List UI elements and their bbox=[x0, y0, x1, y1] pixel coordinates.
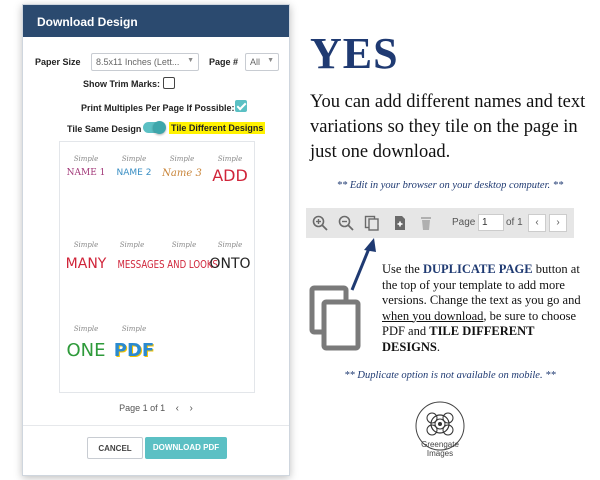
tile-word: ADD bbox=[212, 166, 248, 185]
tile-signature: Simple bbox=[73, 325, 99, 333]
paper-size-value: 8.5x11 Inches (Lett... bbox=[96, 57, 180, 67]
page-number-select[interactable] bbox=[245, 53, 279, 71]
prev-page-button[interactable]: ‹ bbox=[528, 214, 546, 232]
instructions-part-4: . bbox=[436, 339, 441, 354]
trim-marks-label: Show Trim Marks: bbox=[83, 79, 161, 89]
tile-word: NAME 1 bbox=[66, 168, 106, 178]
page-number-value: All bbox=[250, 57, 261, 67]
next-page-button[interactable]: › bbox=[549, 214, 567, 232]
zoom-in-icon[interactable] bbox=[312, 215, 328, 231]
mobile-note: ** Duplicate option is not available on mobile. ** bbox=[344, 370, 556, 381]
intro-text: You can add different names and text variations so they tile on the page in just one download. bbox=[310, 92, 586, 162]
delete-icon[interactable] bbox=[418, 215, 434, 231]
print-multiples-checkbox[interactable] bbox=[235, 100, 247, 112]
desktop-note: ** Edit in your browser on your desktop computer. ** bbox=[336, 180, 564, 191]
tile-word-and-looks: AND LOOKS bbox=[167, 258, 218, 271]
dialog-title: Download Design bbox=[23, 5, 289, 37]
tile-signature: Simple bbox=[121, 155, 147, 163]
print-multiples-label: Print Multiples Per Page If Possible: bbox=[81, 103, 235, 113]
page-input[interactable]: 1 bbox=[478, 214, 504, 231]
tile-different-highlight: TILE DIFFERENT DESIGNS bbox=[382, 324, 535, 354]
tile-signature: Simple bbox=[119, 241, 145, 249]
tile-word: PDF bbox=[113, 340, 155, 361]
next-page-icon[interactable]: › bbox=[189, 403, 193, 414]
toggle-knob bbox=[153, 121, 166, 134]
tile-1 bbox=[64, 154, 108, 178]
tile-word: ONE bbox=[66, 340, 106, 361]
tile-word bbox=[117, 258, 218, 271]
chevron-down-icon: ▼ bbox=[187, 57, 194, 64]
tile-5 bbox=[64, 240, 108, 272]
tile-9 bbox=[64, 324, 108, 361]
brand-name: Greengate Images bbox=[421, 440, 459, 458]
dialog-footer bbox=[23, 425, 289, 475]
tile-8 bbox=[208, 240, 252, 272]
tile-word: NAME 2 bbox=[116, 168, 152, 178]
paper-size-label: Paper Size bbox=[35, 57, 81, 67]
tile-word: MANY bbox=[65, 256, 107, 272]
tile-3 bbox=[160, 154, 204, 179]
when-you-download-text: when you download bbox=[382, 308, 484, 323]
headline: YES bbox=[310, 29, 399, 78]
tile-different-label: Tile Different Designs bbox=[171, 123, 264, 133]
tile-preview bbox=[59, 141, 255, 393]
tile-mode-toggle[interactable] bbox=[143, 122, 165, 133]
tile-signature: Simple bbox=[171, 241, 197, 249]
instructions-part-2: button at the top of your template to add more versions. Change the text as you go and bbox=[382, 262, 581, 307]
duplicate-page-highlight: DUPLICATE PAGE bbox=[422, 262, 533, 276]
pager-text: Page 1 of 1 bbox=[119, 403, 166, 413]
page-count: of 1 bbox=[506, 217, 523, 228]
page-label: Page bbox=[452, 217, 476, 228]
tile-word: Name 3 bbox=[162, 168, 202, 179]
add-page-icon[interactable] bbox=[392, 215, 408, 231]
instructions-part-3: , be sure to choose PDF and bbox=[382, 308, 577, 338]
tile-2 bbox=[112, 154, 156, 178]
tile-word-messages: MESSAGES bbox=[117, 258, 165, 271]
tile-word: ONTO bbox=[209, 256, 251, 272]
download-pdf-button[interactable]: DOWNLOAD PDF bbox=[145, 437, 227, 459]
trim-marks-checkbox[interactable] bbox=[163, 77, 175, 89]
cancel-button[interactable]: CANCEL bbox=[87, 437, 143, 459]
tile-signature: Simple bbox=[169, 155, 195, 163]
download-dialog bbox=[22, 4, 290, 476]
paper-size-select[interactable] bbox=[91, 53, 199, 71]
prev-page-icon[interactable]: ‹ bbox=[175, 403, 180, 414]
page-number-label: Page # bbox=[209, 57, 239, 67]
tile-6 bbox=[106, 240, 218, 271]
tile-signature: Simple bbox=[73, 155, 99, 163]
preview-pager bbox=[23, 403, 289, 414]
duplicate-page-icon[interactable] bbox=[364, 215, 380, 231]
tile-10 bbox=[112, 324, 156, 361]
chevron-down-icon: ▼ bbox=[267, 57, 274, 64]
tile-signature: Simple bbox=[121, 325, 147, 333]
tile-signature: Simple bbox=[217, 241, 243, 249]
instructions-text bbox=[382, 262, 582, 355]
tile-signature-row bbox=[106, 240, 210, 250]
tile-same-label: Tile Same Design bbox=[67, 124, 142, 134]
duplicate-page-large-icon bbox=[306, 282, 366, 354]
tile-4 bbox=[208, 154, 252, 185]
tile-signature: Simple bbox=[73, 241, 99, 249]
tile-signature: Simple bbox=[217, 155, 243, 163]
instructions-part-1: Use the bbox=[382, 262, 423, 276]
zoom-out-icon[interactable] bbox=[338, 215, 354, 231]
